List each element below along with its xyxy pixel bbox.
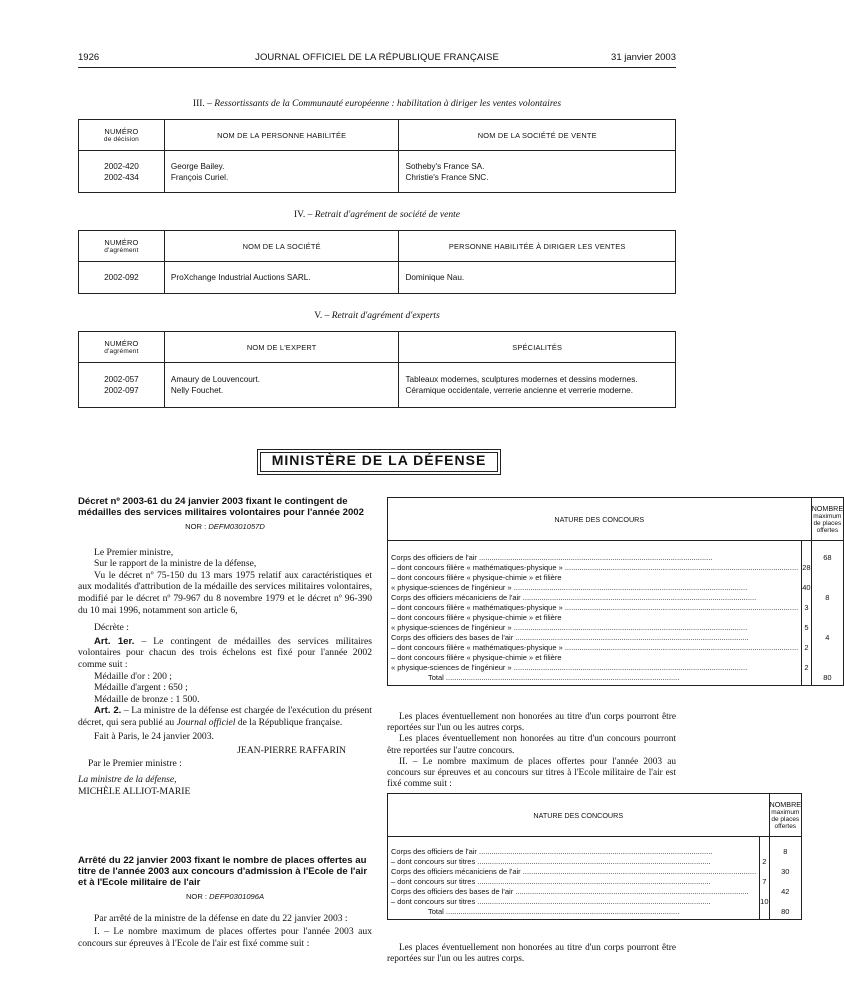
text-para: Les places éventuellement non honorées au titre d'un concours pourront être reportées sur l'autre concours. [387,734,676,756]
col-header-expert: NOM DE L'EXPERT [164,332,399,363]
page-header [78,52,676,66]
section-3-title: III. – Ressortissants de la Communauté européenne : habilitation à diriger les ventes volontaires [192,99,562,109]
arrete-block [78,855,372,949]
table-row [388,847,802,857]
row-sub-value [802,573,811,583]
row-sub-value [802,553,811,563]
row-sub-value: 10 [760,896,769,906]
arrete-nor: NOR : DEFP0301096A [185,892,265,901]
row-label: – dont concours filière « mathématiques-physique » ..... [388,643,802,653]
table-row [388,623,844,633]
row-sub-value [802,653,811,663]
row-sub-value: 40 [802,582,811,592]
col-header-places: NOMBRE maximum de places offertes [811,498,844,541]
row-label: « physique-sciences de l'ingénieur » ..... [388,663,802,673]
row-label: Corps des officiers des bases de l'air ..... [388,633,802,643]
row-sub-value: 2 [802,643,811,653]
row-label: Corps des officiers de l'air ..... [388,553,802,563]
row-label: Corps des officiers mécaniciens de l'air ..... [388,867,760,877]
col-header-number: NUMÉRO d'agrément [79,332,165,363]
decree-decrete: Décrète : [94,622,129,634]
row-total-value [811,663,844,673]
table-cell-number: 2002-092 [79,262,165,294]
section-3-table [78,119,676,193]
table-row [388,573,844,583]
row-total-value [811,563,844,573]
row-label: « physique-sciences de l'ingénieur » ..... [388,583,802,593]
par-line: Par le Premier ministre : [88,757,182,769]
table-cell-persons: George Bailey. François Curiel. [164,151,399,193]
table-row [388,653,844,663]
table-cell-company: ProXchange Industrial Auctions SARL. [164,262,399,294]
medal-line: Médaille d'or : 200 ; [94,670,172,682]
row-sub-value [802,673,811,683]
decree-article-2: Art. 2. – La ministre de la défense est chargée de l'exécution du présent décret, qui sera publié au Journal officiel de la République française. [78,705,372,728]
row-sub-value [760,907,769,917]
table-row [388,877,802,887]
row-total-value: 68 [811,553,844,563]
ministry-heading: MINISTÈRE DE LA DÉFENSE [257,449,501,475]
arrete-para: I. – Le nombre maximum de places offertes pour l'année 2003 aux concours sur épreuves à l'Ecole de l'air est fixé comme suit : [78,926,372,949]
row-label: Total ..... [388,673,802,683]
page-number: 1926 [78,52,100,63]
row-label: – dont concours sur titres ..... [388,897,760,907]
decree-title: Décret nº 2003-61 du 24 janvier 2003 fixant le contingent de médailles des services militaires volontaires pour l'année 2002 [78,496,364,518]
text-para: Les places éventuellement non honorées au titre d'un corps pourront être reportées sur l'un ou les autres corps. [387,943,676,965]
signatory: JEAN-PIERRE RAFFARIN [237,745,346,757]
col-header-places: NOMBRE maximum de places offertes [769,794,802,837]
row-label: Corps des officiers des bases de l'air ..... [388,887,760,897]
row-sub-value [760,847,769,857]
header-rule [78,67,676,68]
table-row [388,583,844,593]
row-total-value [769,857,802,867]
row-total-value: 80 [811,673,844,683]
section-4-title: IV. – Retrait d'agrément de société de vente [294,210,460,220]
row-total-value: 30 [769,867,802,877]
minister-name: MICHÈLE ALLIOT-MARIE [78,785,191,797]
row-label: – dont concours sur titres ..... [388,877,760,887]
decree-article-1: Art. 1er. – Le contingent de médailles des services militaires volontaires pour chacun des trois échelons est fixé pour l'année 2002 comme suit : [78,635,372,670]
col-header-person: PERSONNE HABILITÉE À DIRIGER LES VENTES [399,231,676,262]
table-row [388,663,844,673]
after-table-1-text [387,712,676,790]
medal-line: Médaille d'argent : 650 ; [94,682,188,694]
row-label: « physique-sciences de l'ingénieur » ..... [388,623,802,633]
row-label: – dont concours filière « mathématiques-physique » ..... [388,563,802,573]
row-sub-value: 3 [802,603,811,613]
col-header-company: NOM DE LA SOCIÉTÉ DE VENTE [399,120,676,151]
row-sub-value: 5 [802,623,811,633]
row-label: Corps des officiers mécaniciens de l'air ..... [388,593,802,603]
table-row [388,593,844,603]
row-total-value: 8 [811,593,844,603]
row-sub-value [802,593,811,603]
table-row [388,887,802,897]
row-total-value: 80 [769,907,802,917]
row-total-value [769,877,802,887]
decree-block [78,496,372,797]
section-5-title: V. – Retrait d'agrément d'experts [314,311,440,321]
decree-nor: NOR : DEFM0301057D [185,522,265,531]
row-sub-value [802,613,811,623]
row-total-value [811,653,844,663]
table-row [388,907,802,917]
row-sub-value [760,887,769,897]
row-total-value: 4 [811,633,844,643]
row-total-value [811,573,844,583]
table-row [388,563,844,573]
row-total-value: 42 [769,887,802,897]
spacer-row [388,541,844,553]
row-sub-value: 7 [760,877,769,887]
table-row [388,897,802,907]
col-header-nature: NATURE DES CONCOURS [388,498,812,541]
row-total-value [811,603,844,613]
table-cell-person: Dominique Nau. [399,262,676,294]
row-total-value [811,613,844,623]
table-cell-numbers: 2002-420 2002-434 [79,151,165,193]
table-row [388,603,844,613]
col-header-number: NUMÉRO d'agrément [79,231,165,262]
table-row [388,673,844,683]
decree-para: Sur le rapport de la ministre de la défense, [94,558,257,570]
col-header-company: NOM DE LA SOCIÉTÉ [164,231,399,262]
row-sub-value [802,633,811,643]
places-table-1 [387,497,844,686]
table-row [388,857,802,867]
decree-para: Vu le décret nº 75-150 du 13 mars 1975 relatif aux caractéristiques et aux modalités d'attribution de la médaille des services militaires volontaires, modifié par le décret nº 79-967 du 8 novembre 1979 et le décret nº 96-390 du 10 mai 1996, notamment son article 6, [78,569,372,616]
row-sub-value: 28 [802,562,811,572]
row-label: Total ..... [388,907,760,917]
row-label: – dont concours filière « mathématiques-physique » ..... [388,603,802,613]
issue-date: 31 janvier 2003 [611,52,676,63]
table-row [388,553,844,563]
minister-title: La ministre de la défense, [78,774,177,786]
row-label: – dont concours filière « physique-chimie » et filière [388,613,802,623]
row-label: Corps des officiers de l'air ..... [388,847,760,857]
decree-fait: Fait à Paris, le 24 janvier 2003. [94,730,214,742]
journal-title: JOURNAL OFFICIEL DE LA RÉPUBLIQUE FRANÇAISE [255,52,499,63]
decree-para: Le Premier ministre, [94,546,174,558]
arrete-title: Arrêté du 22 janvier 2003 fixant le nombre de places offertes au titre de l'année 2003 aux concours d'admission à l'Ecole de l'air et à l'Ecole militaire de l'air [78,855,368,888]
places-table-2 [387,793,802,920]
row-label: – dont concours sur titres ..... [388,857,760,867]
section-4-table [78,230,676,294]
table-cell-companies: Sotheby's France SA. Christie's France SNC. [399,151,676,193]
row-total-value [811,623,844,633]
section-5-table [78,331,676,408]
row-label: – dont concours filière « physique-chimie » et filière [388,653,802,663]
col-header-person: NOM DE LA PERSONNE HABILITÉE [164,120,399,151]
arrete-para: Par arrêté de la ministre de la défense en date du 22 janvier 2003 : [94,912,348,924]
spacer-row [388,837,802,847]
row-sub-value [760,867,769,877]
medal-line: Médaille de bronze : 1 500. [94,693,200,705]
spacer-row [388,683,844,686]
row-total-value: 8 [769,847,802,857]
row-label: – dont concours filière « physique-chimie » et filière [388,573,802,583]
col-header-number: NUMÉRO de décision [79,120,165,151]
row-total-value [811,583,844,593]
row-sub-value: 2 [802,663,811,673]
text-para: Les places éventuellement non honorées au titre d'un corps pourront être reportées sur l'un ou les autres corps. [387,712,676,734]
table-row [388,633,844,643]
table-row [388,643,844,653]
table-row [388,867,802,877]
row-total-value [811,643,844,653]
col-header-specialties: SPÉCIALITÉS [399,332,676,363]
table-row [388,613,844,623]
text-para: II. – Le nombre maximum de places offertes pour l'année 2003 au concours sur épreuves et au concours sur titres à l'Ecole militaire de l'air est fixé comme suit : [387,756,676,790]
col-header-nature: NATURE DES CONCOURS [388,794,770,837]
row-sub-value: 2 [760,857,769,867]
table-cell-numbers: 2002-057 2002-097 [79,363,165,408]
table-cell-specialties: Tableaux modernes, sculptures modernes et dessins modernes. Céramique occidentale, verrerie ancienne et verrerie moderne. [399,363,676,408]
row-total-value [769,897,802,907]
after-table-2-text [387,943,676,965]
table-cell-names: Amaury de Louvencourt. Nelly Fouchet. [164,363,399,408]
spacer-row [388,917,802,920]
